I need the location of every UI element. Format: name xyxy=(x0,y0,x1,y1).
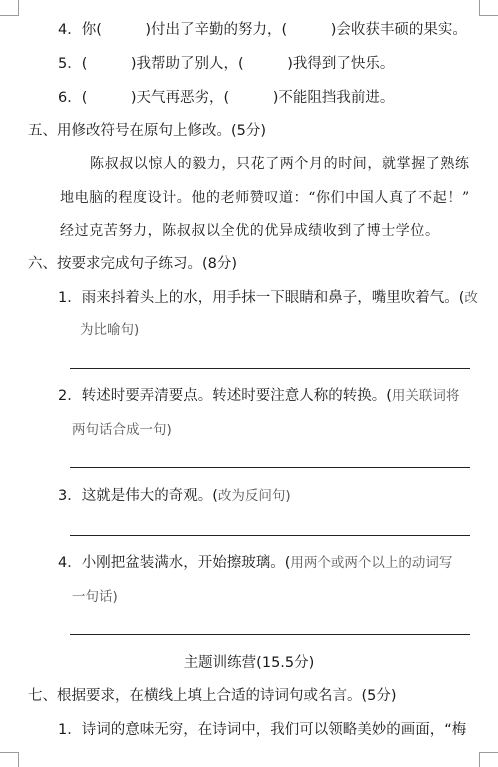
answer-line-6-3[interactable] xyxy=(70,535,470,536)
passage-line-1: 陈叔叔以惊人的毅力，只花了两个月的时间，就掌握了熟练 xyxy=(90,156,470,172)
answer-line-6-1[interactable] xyxy=(70,368,470,369)
question-6-1 xyxy=(58,288,478,308)
question-6-4-requirement: 用两个或两个以上的动词写 xyxy=(290,555,453,571)
fill-blank-item-5: 5．( )我帮助了别人，( )我得到了快乐。 xyxy=(58,56,395,72)
question-6-3-text: 3．这就是伟大的奇观。( xyxy=(58,488,218,504)
fill-blank-item-4: 4．你( )付出了辛勤的努力，( )会收获丰硕的果实。 xyxy=(58,22,467,38)
answer-line-6-4[interactable] xyxy=(70,634,470,635)
crop-mark-bottom-right-h xyxy=(479,752,498,753)
question-6-3-requirement: 改为反问句) xyxy=(217,488,291,504)
question-6-1-requirement: 改 xyxy=(464,290,478,306)
question-6-2-text: 2．转述时要弄清要点。转述时要注意人称的转换。( xyxy=(58,388,392,404)
passage-line-3: 经过克苦努力，陈叔叔以全优的优异成绩收到了博士学位。 xyxy=(60,223,440,239)
question-6-1-text: 1．雨来抖着头上的水，用手抹一下眼睛和鼻子，嘴里吹着气。( xyxy=(58,290,465,306)
question-6-4 xyxy=(58,553,452,573)
crop-mark-bottom-left-h xyxy=(0,752,19,753)
section-6-heading: 六、按要求完成句子练习。(8分) xyxy=(28,256,238,272)
crop-mark-top-right-v xyxy=(479,0,480,16)
question-6-3 xyxy=(58,486,291,506)
question-6-2-requirement-cont: 两句话合成一句) xyxy=(72,422,172,438)
section-7-heading: 七、根据要求，在横线上填上合适的诗词句或名言。(5分) xyxy=(28,688,397,704)
question-7-1: 1．诗词的意味无穷，在诗词中，我们可以领略美妙的画面，“梅 xyxy=(58,722,467,738)
theme-training-camp-title: 主题训练营(15.5分) xyxy=(183,655,315,671)
question-6-2-requirement: 用关联词将 xyxy=(391,388,460,404)
crop-mark-top-left-v xyxy=(18,0,19,16)
question-6-2 xyxy=(58,386,459,406)
crop-mark-bottom-right-v xyxy=(479,752,480,767)
question-6-4-requirement-cont: 一句话) xyxy=(72,589,118,605)
question-6-1-requirement-cont: 为比喻句) xyxy=(80,322,140,338)
crop-mark-top-left-h xyxy=(0,15,19,16)
section-5-heading: 五、用修改符号在原句上修改。(5分) xyxy=(28,123,267,139)
fill-blank-item-6: 6．( )天气再恶劣，( )不能阻挡我前进。 xyxy=(58,90,395,106)
crop-mark-bottom-left-v xyxy=(18,752,19,767)
crop-mark-top-right-h xyxy=(479,15,498,16)
passage-line-2: 地电脑的程度设计。他的老师赞叹道：“你们中国人真了不起！” xyxy=(60,190,470,206)
answer-line-6-2[interactable] xyxy=(70,467,470,468)
question-6-4-text: 4．小刚把盆装满水，开始擦玻璃。( xyxy=(58,555,291,571)
